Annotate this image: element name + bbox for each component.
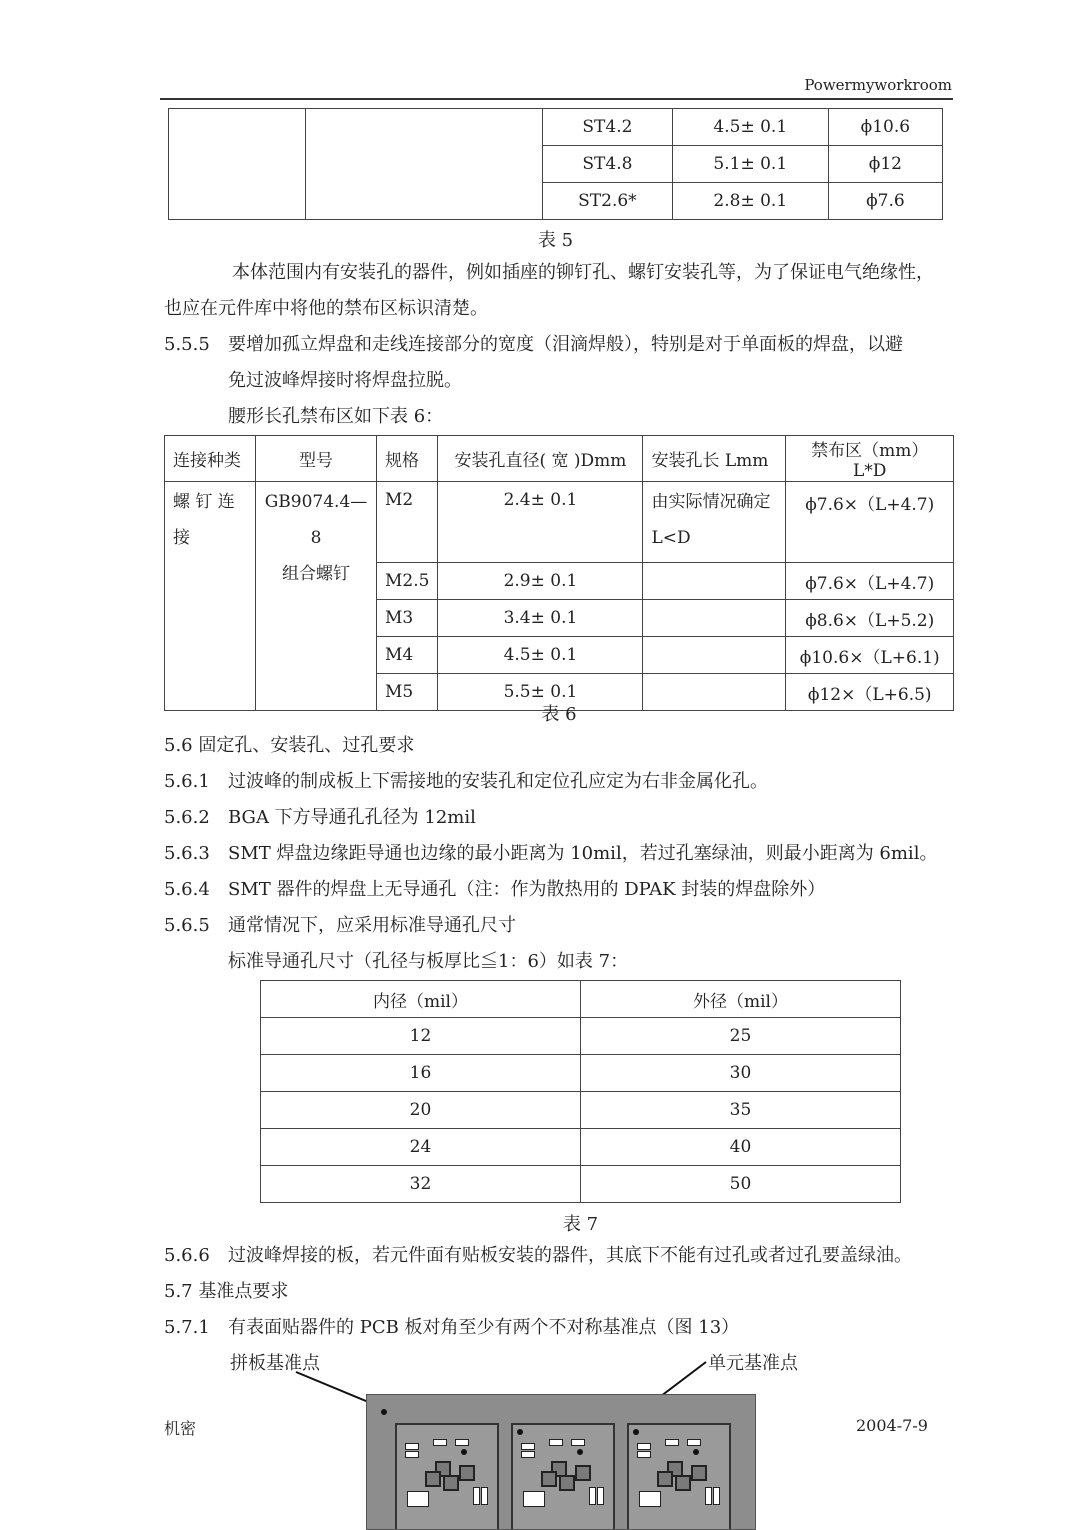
pcb-unit [511, 1423, 615, 1530]
pad [589, 1487, 596, 1505]
component [541, 1471, 557, 1487]
table-cell: ϕ12×（L+6.5) [786, 674, 954, 711]
table-header-cell: 外径（mil） [581, 981, 901, 1018]
paragraph-line: 标准导通孔尺寸（孔径与板厚比≦1：6）如表 7： [228, 951, 629, 972]
table-cell: ST4.2 [543, 109, 673, 146]
table-cell: 12 [261, 1018, 581, 1055]
paragraph-line: 也应在元件库中将他的禁布区标识清楚。 [164, 298, 488, 319]
pad-dot [577, 1449, 583, 1455]
pad [639, 1491, 661, 1507]
table-cell: ϕ10.6×（L+6.1) [786, 637, 954, 674]
table-cell: 50 [581, 1166, 901, 1203]
table-cell: 35 [581, 1092, 901, 1129]
table-cell: 由实际情况确定 L<D [643, 482, 786, 563]
table-cell: ϕ12 [828, 146, 942, 183]
component [575, 1465, 591, 1481]
section-number: 5.6.3 [164, 843, 210, 864]
component [443, 1475, 459, 1491]
pad [407, 1491, 429, 1507]
table-cell: ϕ10.6 [828, 109, 942, 146]
table-header-cell: 型号 [256, 436, 377, 482]
figure-label-unit-fiducial: 单元基准点 [708, 1353, 798, 1374]
table-cell: ST4.8 [543, 146, 673, 183]
table-cell: 螺 钉 连 接 [165, 482, 256, 711]
table-header-cell: 连接种类 [165, 436, 256, 482]
footer-date: 2004-7-9 [856, 1416, 928, 1435]
pcb-unit [627, 1423, 731, 1530]
table-cell: 4.5± 0.1 [672, 109, 828, 146]
section-text: 通常情况下，应采用标准导通孔尺寸 [228, 915, 516, 936]
section-text: 过波峰焊接的板，若元件面有贴板安装的器件，其底下不能有过孔或者过孔要盖绿油。 [228, 1245, 912, 1266]
pad [521, 1451, 535, 1458]
section-text: SMT 器件的焊盘上无导通孔（注：作为散热用的 DPAK 封装的焊盘除外） [228, 879, 826, 900]
table-cell: 4.5± 0.1 [438, 637, 643, 674]
pad-dot [461, 1449, 467, 1455]
model-line: 组合螺钉 [282, 564, 350, 584]
pad [455, 1439, 469, 1446]
section-text: BGA 下方导通孔孔径为 12mil [228, 807, 476, 828]
table-header-cell: 禁布区（mm）L*D [786, 436, 954, 482]
pad [665, 1439, 679, 1446]
paragraph-line: 腰形长孔禁布区如下表 6： [228, 406, 444, 427]
table-cell: ϕ8.6×（L+5.2) [786, 600, 954, 637]
footer-confidential: 机密 [164, 1419, 197, 1438]
section-text: SMT 焊盘边缘距导通也边缘的最小距离为 10mil，若过孔塞绿油，则最小距离为 6mil。 [228, 843, 938, 864]
table-cell: ϕ7.6×（L+4.7) [786, 482, 954, 563]
pad [687, 1439, 701, 1446]
section-5-6-title: 5.6 固定孔、安装孔、过孔要求 [164, 735, 415, 756]
section-number: 5.6.4 [164, 879, 210, 900]
section-number: 5.6.5 [164, 915, 210, 936]
pad [705, 1487, 712, 1505]
pad [597, 1487, 604, 1505]
table-cell: 3.4± 0.1 [438, 600, 643, 637]
table-cell: M3 [377, 600, 438, 637]
table-cell: 2.9± 0.1 [438, 563, 643, 600]
pad [523, 1491, 545, 1507]
table-cell: 16 [261, 1055, 581, 1092]
pcb-panel-figure [366, 1394, 756, 1530]
pad [473, 1487, 480, 1505]
table-cell: M2 [377, 482, 438, 563]
section-number: 5.6.6 [164, 1245, 210, 1266]
section-text: 要增加孤立焊盘和走线连接部分的宽度（泪滴焊般），特别是对于单面板的焊盘，以避 [228, 334, 903, 355]
model-line: GB9074.4—8 [264, 492, 368, 548]
figure-label-panel-fiducial: 拼板基准点 [230, 1353, 320, 1374]
paragraph-line: 本体范围内有安装孔的器件，例如插座的铆钉孔、螺钉安装孔等，为了保证电气绝缘性， [232, 262, 934, 283]
table-cell: ST2.6* [543, 183, 673, 220]
table-cell: 5.1± 0.1 [672, 146, 828, 183]
pad [405, 1443, 419, 1450]
table-cell: ϕ7.6×（L+4.7) [786, 563, 954, 600]
table-6-caption: 表 6 [541, 704, 577, 725]
section-text: 有表面贴器件的 PCB 板对角至少有两个不对称基准点（图 13） [228, 1317, 740, 1338]
table-cell: 30 [581, 1055, 901, 1092]
component [425, 1471, 441, 1487]
pad [481, 1487, 488, 1505]
table-cell: 2.4± 0.1 [438, 482, 643, 563]
pad [637, 1451, 651, 1458]
table-7-caption: 表 7 [562, 1214, 599, 1235]
pad-dot [693, 1449, 699, 1455]
unit-fiducial-icon [517, 1429, 523, 1435]
pad [571, 1439, 585, 1446]
section-5-7-title: 5.7 基准点要求 [164, 1281, 289, 1302]
pad [433, 1439, 447, 1446]
panel-fiducial-icon [381, 1409, 387, 1415]
component [657, 1471, 673, 1487]
paragraph-line: 免过波峰焊接时将焊盘拉脱。 [228, 370, 462, 391]
page-header-company: Powermyworkroom [804, 76, 952, 94]
table-header-cell: 安装孔直径( 宽 )Dmm [438, 436, 643, 482]
pad [405, 1451, 419, 1458]
component [559, 1475, 575, 1491]
table-header-cell: 规格 [377, 436, 438, 482]
table-cell: M4 [377, 637, 438, 674]
pcb-unit [395, 1423, 499, 1530]
pad [549, 1439, 563, 1446]
pad [637, 1443, 651, 1450]
table-header-cell: 内径（mil） [261, 981, 581, 1018]
pad [521, 1443, 535, 1450]
unit-fiducial-icon [633, 1429, 639, 1435]
component [691, 1465, 707, 1481]
table-5-caption: 表 5 [537, 230, 574, 251]
section-number: 5.6.1 [164, 771, 210, 792]
pad [713, 1487, 720, 1505]
table-cell: 32 [261, 1166, 581, 1203]
table-header-cell: 安装孔长 Lmm [643, 436, 786, 482]
table-cell: ϕ7.6 [828, 183, 942, 220]
table-cell: M5 [377, 674, 438, 711]
table-cell: 20 [261, 1092, 581, 1129]
section-number: 5.6.2 [164, 807, 210, 828]
section-number: 5.5.5 [164, 334, 210, 355]
component [675, 1475, 691, 1491]
table-cell: 24 [261, 1129, 581, 1166]
table-cell: 40 [581, 1129, 901, 1166]
table-cell: 5.5± 0.1 [438, 674, 643, 711]
table-cell: 25 [581, 1018, 901, 1055]
table-cell: M2.5 [377, 563, 438, 600]
section-text: 过波峰的制成板上下需接地的安装孔和定位孔应定为右非金属化孔。 [228, 771, 768, 792]
section-number: 5.7.1 [164, 1317, 210, 1338]
component [459, 1465, 475, 1481]
table-cell: 2.8± 0.1 [672, 183, 828, 220]
